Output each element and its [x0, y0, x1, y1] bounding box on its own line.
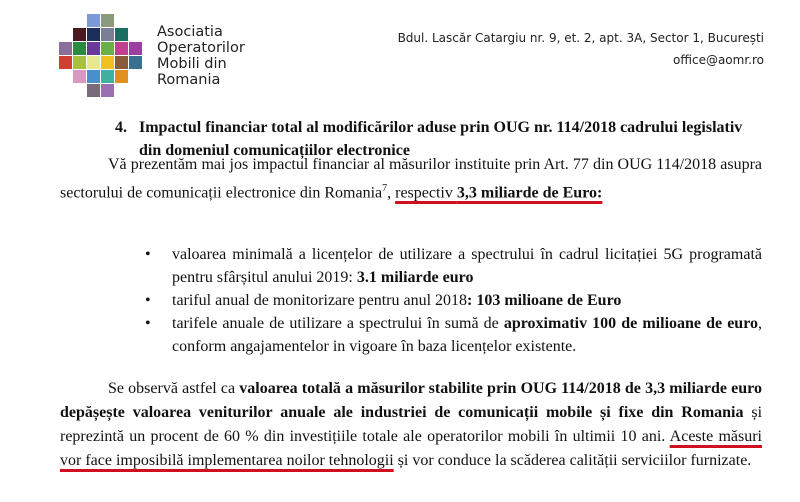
- logo-square: [115, 56, 128, 69]
- logo-square: [101, 28, 114, 41]
- p1-u2: 3,3 miliarde de Euro:: [456, 184, 603, 202]
- logo-square: [101, 84, 114, 97]
- logo-square: [101, 42, 114, 55]
- list-item: [145, 312, 762, 358]
- p2-c: și reprezintă un procent de 60 % din investițiile totale ale operatorilor mobili în ultimii 10 ani.: [60, 404, 763, 445]
- address: Bdul. Lascăr Catargiu nr. 9, et. 2, apt. 3A, Sector 1, București: [397, 31, 764, 45]
- section-number: 4.: [115, 119, 127, 136]
- section-title: Impactul financiar total al modificărilor aduse prin OUG nr. 114/2018 cadrului legislativ din domeniul comunicațiilor electronice: [139, 119, 743, 159]
- org-line: Operatorilor: [157, 40, 245, 56]
- p2-bold: valoarea totală a măsurilor stabilite prin OUG 114/2018 de 3,3 miliarde euro depășește valoarea veniturilor anuale ale industriei de comunicații mobile și fixe din Romania: [60, 380, 762, 421]
- p2-d: și vor conduce la scăderea calității serviciilor furnizate.: [393, 452, 752, 469]
- org-line: Asociatia: [157, 24, 223, 40]
- logo-square: [59, 56, 72, 69]
- paragraph-1: [60, 153, 762, 205]
- highlighted-amount: [395, 184, 602, 201]
- p1-u1: respectiv: [395, 184, 457, 202]
- org-line: Mobili din: [157, 56, 227, 72]
- logo-square: [59, 42, 72, 55]
- highlighted-statement: Aceste măsuri vor face imposibilă implementarea noilor tehnologii: [60, 428, 763, 469]
- b-text: tariful anual de monitorizare pentru anul 2018: [172, 292, 468, 309]
- logo-square: [129, 56, 142, 69]
- logo-square: [87, 56, 100, 69]
- logo-square: [73, 28, 86, 41]
- organization-name: [157, 24, 245, 88]
- logo-square: [87, 70, 100, 83]
- list-item: [145, 289, 762, 312]
- logo-square: [101, 14, 114, 27]
- org-line: Romania: [157, 72, 221, 88]
- logo-square: [73, 42, 86, 55]
- b-text: tarifele anuale de utilizare a spectrului în sumă de: [172, 315, 504, 332]
- b-text: valoarea minimală a licențelor de utilizare a spectrului în cadrul licitației 5G programată pentru sfârșitul anului 2019:: [172, 246, 762, 286]
- p1-text: Vă prezentăm mai jos impactul financiar al măsurilor instituite prin Art. 77 din OUG 114/2018 asupra sectorului de comunicații electronice din Romania: [60, 156, 762, 202]
- email-link[interactable]: office@aomr.ro: [673, 53, 764, 67]
- logo-square: [101, 56, 114, 69]
- bullet-list: [145, 243, 762, 358]
- logo-square: [115, 70, 128, 83]
- p1-sep: ,: [387, 184, 396, 202]
- logo-square: [87, 42, 100, 55]
- p2-a: Se observă astfel ca: [108, 380, 240, 397]
- aomr-logo: [59, 14, 143, 98]
- b-bold: aproximativ 100 de milioane de euro: [503, 315, 759, 332]
- paragraph-2: [60, 377, 762, 473]
- logo-square: [87, 28, 100, 41]
- logo-square: [73, 56, 86, 69]
- list-item: [145, 243, 762, 289]
- logo-square: [129, 42, 142, 55]
- logo-square: [73, 70, 86, 83]
- footnote-ref[interactable]: 7: [382, 183, 388, 194]
- b-bold: : 103 milioane de Euro: [467, 292, 622, 309]
- contact-info: [398, 27, 764, 71]
- b-rest: , conform angajamentelor in vigoare în baza licențelor existente.: [172, 315, 763, 355]
- b-bold: 3.1 miliarde euro: [356, 269, 474, 286]
- logo-square: [115, 28, 128, 41]
- logo-square: [87, 84, 100, 97]
- logo-square: [115, 42, 128, 55]
- logo-square: [101, 70, 114, 83]
- logo-square: [87, 14, 100, 27]
